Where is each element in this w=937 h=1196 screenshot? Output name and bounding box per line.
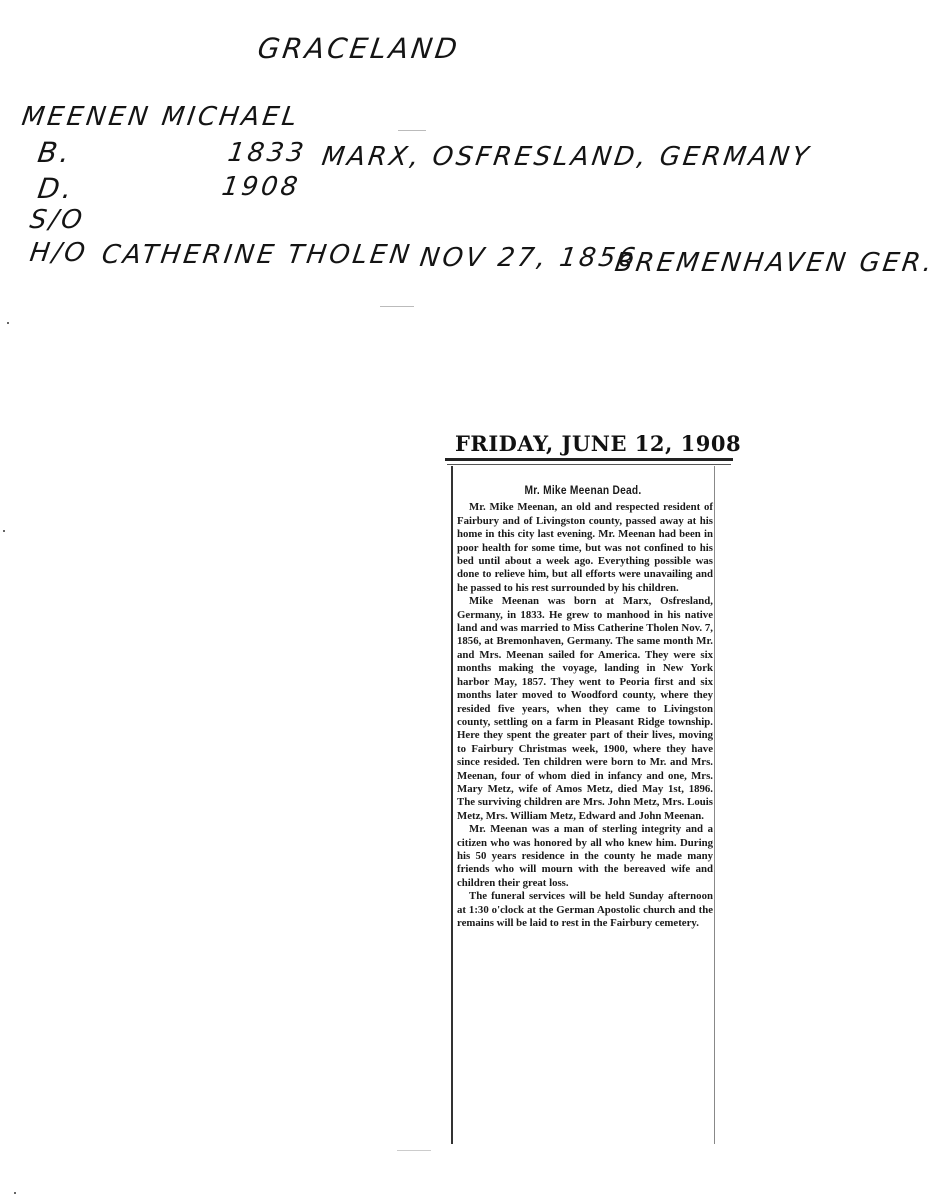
scan-speck xyxy=(397,1150,431,1151)
birth-label: B. xyxy=(35,136,75,169)
scan-speck xyxy=(380,306,414,307)
death-label: D. xyxy=(35,172,77,205)
article-paragraph: The funeral services will be held Sunday afternoon at 1:30 o'clock at the German Apostolic church and the remains will be laid to rest in the Fairbury cemetery. xyxy=(457,890,713,929)
newspaper-clipping xyxy=(445,426,742,1146)
obituary-article xyxy=(457,484,713,930)
spouse-name: CATHERINE THOLEN xyxy=(99,240,415,270)
column-left-border xyxy=(451,466,453,1144)
article-paragraph: Mr. Meenan was a man of sterling integrity and a citizen who was honored by all who knew him. During his 50 years residence in the county he made many friends who will mourn with the bereaved wife and children their great loss. xyxy=(457,823,713,889)
marriage-place: BREMENHAVEN GER. xyxy=(612,248,937,278)
article-headline: Mr. Mike Meenan Dead. xyxy=(524,483,642,497)
birth-place: MARX, OSFRESLAND, GERMANY xyxy=(319,142,814,172)
husband-of-label: H/O xyxy=(27,238,90,268)
article-paragraph: Mike Meenan was born at Marx, Osfresland, Germany, in 1833. He grew to manhood in his native land and was married to Miss Catherine Tholen Nov. 7, 1856, at Bremonhaven, Germany. The same month Mr. and Mrs. Meenan sailed for America. They were six months making the voyage, landing in New York harbor May, 1857. They went to Peoria first and six months later moved to Woodford county, where they resided five years, when they came to Livingston county, settling on a farm in Pleasant Ridge township. Here they spent the greater part of their lives, moving to Fairbury Christmas week, 1900, where they have since resided. Ten children were born to Mr. and Mrs. Meenan, four of whom died in infancy and one, Mrs. Mary Metz, wife of Amos Metz, died May 1st, 1896. The surviving children are Mrs. John Metz, Mrs. Louis Metz, Mrs. William Metz, Edward and John Meenan. xyxy=(457,595,713,822)
scan-speck xyxy=(3,530,5,532)
article-paragraph: Mr. Mike Meenan, an old and respected resident of Fairbury and of Livingston county, passed away at his home in this city last evening. Mr. Meenan had been in poor health for some time, but was not confined to his bed until about a week ago. Everything possible was done to relieve him, but all efforts were unavailing and he passed to his rest surrounded by his children. xyxy=(457,501,713,594)
death-year: 1908 xyxy=(219,172,303,202)
cemetery-name: GRACELAND xyxy=(255,32,463,65)
marriage-date: NOV 27, 1856 xyxy=(417,243,640,273)
dateline-rule-thin xyxy=(447,464,731,465)
scan-speck xyxy=(398,130,426,131)
son-of-label: S/O xyxy=(27,205,87,235)
column-right-border xyxy=(714,466,715,1144)
dateline-rule xyxy=(445,458,733,461)
decedent-name: MEENEN MICHAEL xyxy=(19,102,302,132)
birth-year: 1833 xyxy=(225,138,309,168)
scan-speck xyxy=(14,1192,16,1194)
scan-speck xyxy=(7,322,9,324)
clipping-dateline: FRIDAY, JUNE 12, 1908 xyxy=(455,431,742,456)
